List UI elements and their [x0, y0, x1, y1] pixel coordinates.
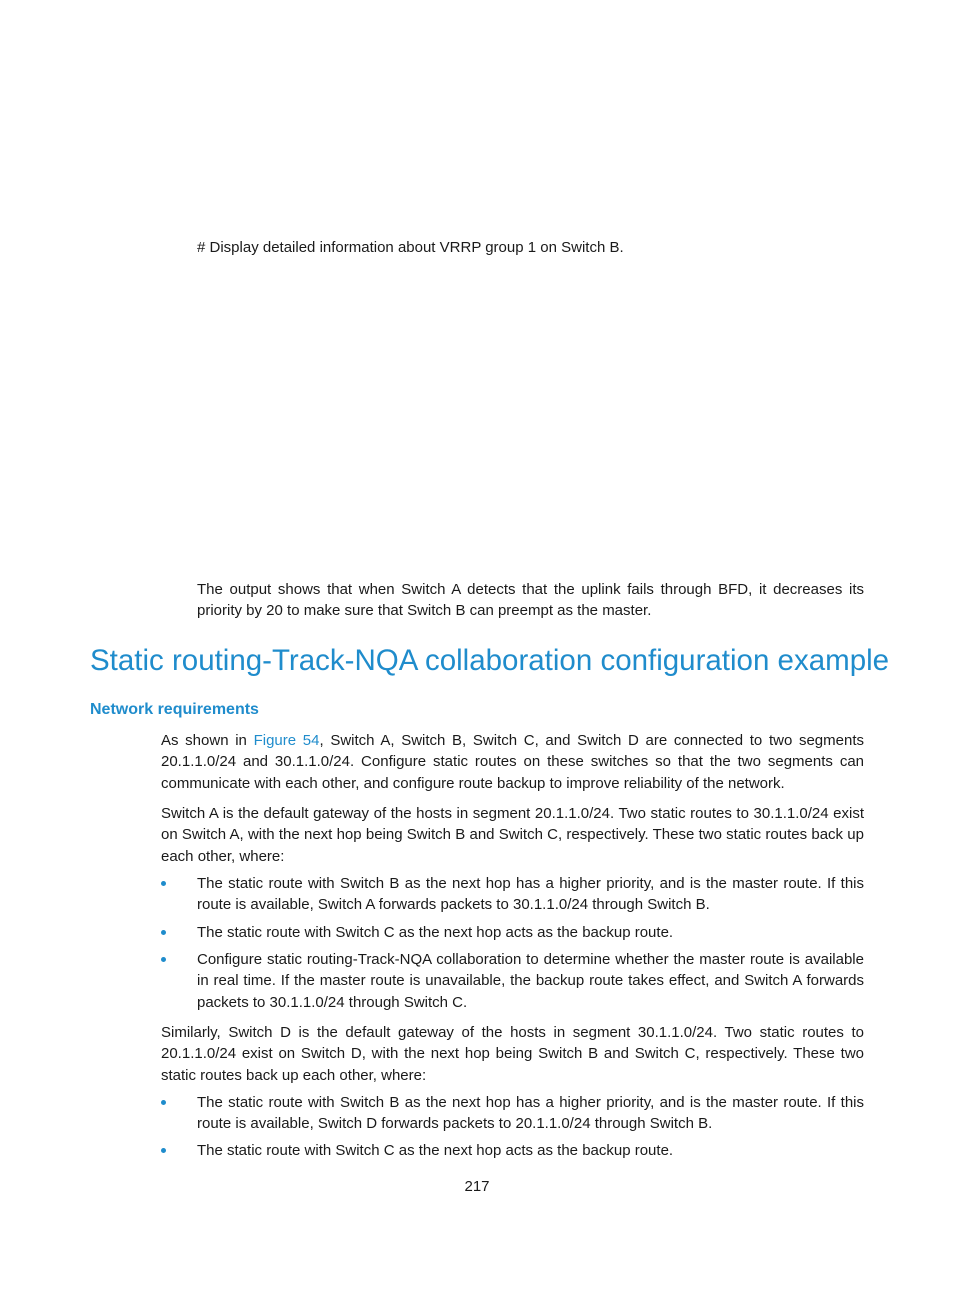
switch-d-gateway-paragraph: Similarly, Switch D is the default gateway of the hosts in segment 30.1.1.0/24. Two static routes to 20.1.1.0/24 exist on Switch D, with the next hop being Switch B and Switch C, respectively. These two static routes back up each other, where:: [161, 1024, 864, 1084]
figure-54-link[interactable]: Figure 54: [253, 732, 320, 749]
bullet-icon: [161, 957, 166, 962]
paragraph-text-start: As shown in: [161, 732, 254, 749]
list-item-text: Configure static routing-Track-NQA collaboration to determine whether the master route is available in real time. If the master route is unavailable, the backup route takes effect, and Switch A forwards packets to 30.1.1.0/24 through Switch C.: [197, 951, 864, 1011]
bullet-icon: [161, 881, 166, 886]
intro-command-line: # Display detailed information about VRRP group 1 on Switch B.: [197, 239, 624, 256]
list-item-text: The static route with Switch B as the next hop has a higher priority, and is the master route. If this route is available, Switch D forwards packets to 20.1.1.0/24 through Switch B.: [197, 1094, 864, 1133]
paragraph-text-rest: , Switch A, Switch B, Switch C, and Switch D are connected to two segments 20.1.1.0/24 and 30.1.1.0/24. Configure static routes on these switches so that the two segments can communicate with each other, and configure route backup to improve reliability of the network.: [161, 732, 864, 792]
list-item-text: The static route with Switch B as the next hop has a higher priority, and is the master route. If this route is available, Switch A forwards packets to 30.1.1.0/24 through Switch B.: [197, 875, 864, 914]
network-requirements-paragraph: [161, 730, 864, 794]
list-item-text: The static route with Switch C as the next hop acts as the backup route.: [197, 924, 674, 941]
bullet-icon: [161, 1148, 166, 1153]
output-explanation-paragraph: The output shows that when Switch A detects that the uplink fails through BFD, it decreases its priority by 20 to make sure that Switch B can preempt as the master.: [197, 581, 864, 620]
page-number: 217: [464, 1178, 490, 1195]
subsection-heading: Network requirements: [90, 701, 259, 718]
bullet-icon: [161, 930, 166, 935]
section-heading: Static routing-Track-NQA collaboration configuration example: [90, 644, 890, 677]
bullet-icon: [161, 1100, 166, 1105]
list-item-text: The static route with Switch C as the next hop acts as the backup route.: [197, 1142, 674, 1159]
switch-a-gateway-paragraph: Switch A is the default gateway of the hosts in segment 20.1.1.0/24. Two static routes to 30.1.1.0/24 exist on Switch A, with the next hop being Switch B and Switch C, respectively. These two static routes back up each other, where:: [161, 805, 864, 865]
